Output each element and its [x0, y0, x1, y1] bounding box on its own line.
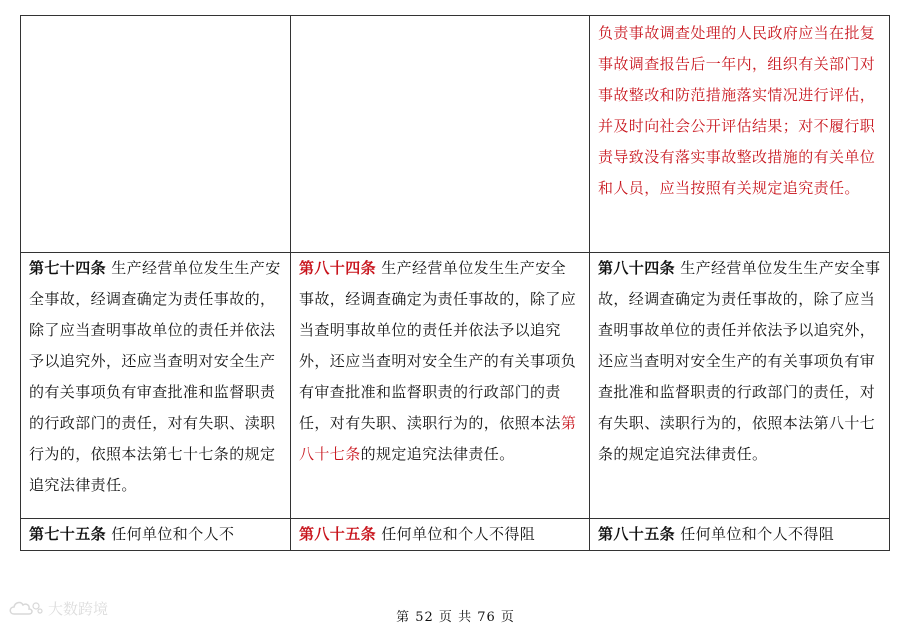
- article-number: 第八十五条: [598, 525, 676, 543]
- article-text: 生产经营单位发生生产安全事故，经调查确定为责任事故的，除了应当查明事故单位的责任并依法予以追究外，还应当查明对安全生产的有关事项负有审查批准和监督职责的行政部门的责任，对有失职、渎职行为的，依照本法第七十七条的规定追究法律责任。: [29, 259, 281, 494]
- article-number: 第八十四条: [598, 259, 676, 277]
- new-article-cell: [590, 519, 890, 551]
- empty-cell-draft: [291, 16, 590, 253]
- article-text: 任何单位和个人不得阻: [381, 525, 536, 543]
- article-number: 第八十四条: [299, 259, 377, 277]
- new-article-cell: [590, 253, 890, 519]
- table-row: [21, 519, 890, 551]
- table-row: [21, 16, 890, 253]
- new-provision-text: 负责事故调查处理的人民政府应当在批复事故调查报告后一年内，组织有关部门对事故整改和防范措施落实情况进行评估，并及时向社会公开评估结果；对不履行职责导致没有落实事故整改措施的有关单位和人员，应当按照有关规定追究责任。: [590, 16, 890, 253]
- article-number: 第八十五条: [299, 525, 377, 543]
- page-footer: 第 52 页 共 76 页: [396, 610, 515, 625]
- article-text: 生产经营单位发生生产安全事故，经调查确定为责任事故的，除了应当查明事故单位的责任并依法予以追究外，还应当查明对安全生产的有关事项负有审查批准和监督职责的行政部门的责任，对有失职、渎职行为的，依照本法第八十七条的规定追究法律责任。: [598, 259, 881, 463]
- old-article-cell: [21, 253, 291, 519]
- old-article-cell: [21, 519, 291, 551]
- comparison-table: [20, 15, 890, 551]
- article-text: 的规定追究法律责任。: [360, 445, 515, 463]
- article-number: 第七十五条: [29, 525, 107, 543]
- empty-cell-old: [21, 16, 291, 253]
- table-row: [21, 253, 890, 519]
- article-reference: 第八十七条: [299, 414, 577, 463]
- article-text: 生产经营单位发生生产安全事故，经调查确定为责任事故的，除了应当查明事故单位的责任并依法予以追究外，还应当查明对安全生产的有关事项负有审查批准和监督职责的行政部门的责任，对有失职、渎职行为的，依照本法: [299, 259, 577, 432]
- article-number: 第七十四条: [29, 259, 107, 277]
- draft-article-cell: [291, 519, 590, 551]
- article-text: 任何单位和个人不得阻: [680, 525, 835, 543]
- article-text: 任何单位和个人不: [111, 525, 235, 543]
- draft-article-cell: [291, 253, 590, 519]
- watermark-text: 大数跨境: [48, 600, 109, 618]
